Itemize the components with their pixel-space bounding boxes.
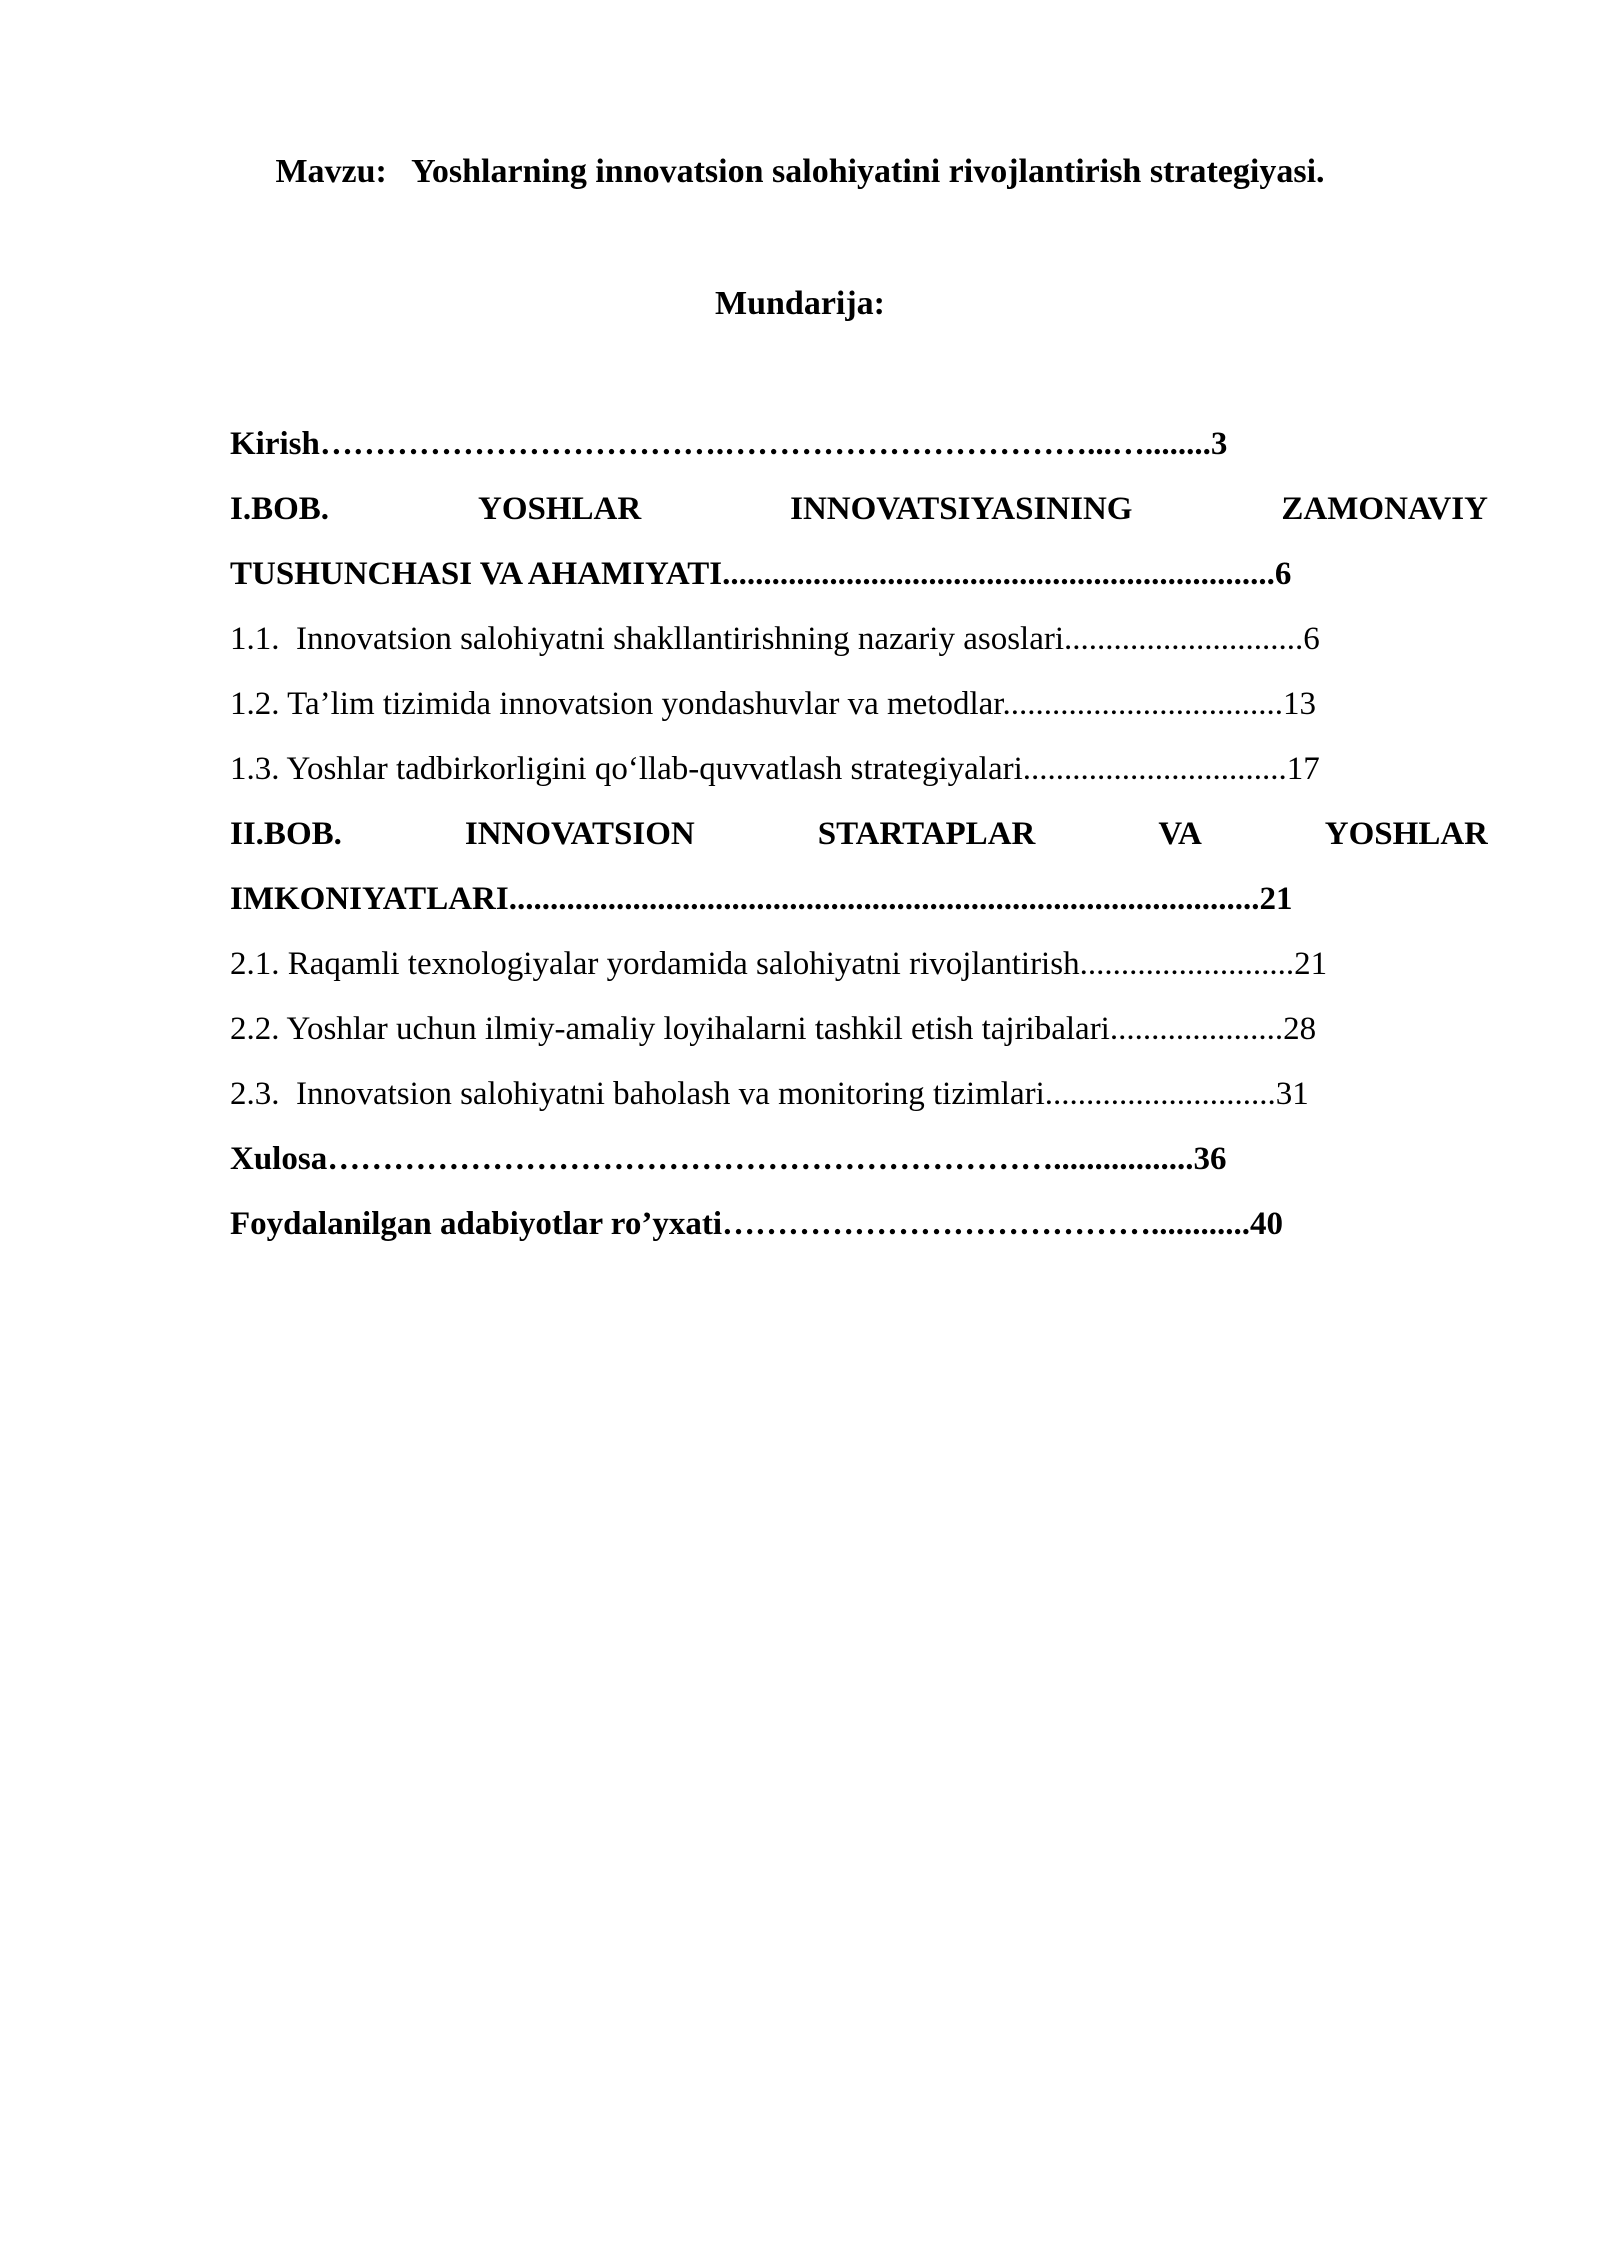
document-topic: Mavzu: Yoshlarning innovatsion salohiyatini rivojlantirish strategiyasi. <box>275 153 1325 190</box>
toc-section-2-1: 2.1. Raqamli texnologiyalar yordamida salohiyatni rivojlantirish..........................21 <box>230 946 1328 982</box>
toc-chapter-2-word: STARTAPLAR <box>817 816 1036 852</box>
toc-chapter-2-word: INNOVATSION <box>464 816 695 852</box>
toc-section-2-3: 2.3. Innovatsion salohiyatni baholash va monitoring tizimlari............................31 <box>230 1076 1309 1112</box>
toc-chapter-1-word: I.BOB. <box>230 491 330 527</box>
toc-title: Mundarija: <box>715 285 885 322</box>
toc-section-1-3: 1.3. Yoshlar tadbirkorligini qo‘llab-quvvatlash strategiyalari................................17 <box>230 751 1320 787</box>
toc-section-1-2: 1.2. Ta’lim tizimida innovatsion yondashuvlar va metodlar..................................13 <box>230 686 1316 722</box>
toc-section-1-1: 1.1. Innovatsion salohiyatni shakllantirishning nazariy asoslari.............................6 <box>230 621 1320 657</box>
toc-chapter-2-word: II.BOB. <box>230 816 342 852</box>
toc-chapter-1-word: INNOVATSIYASINING <box>790 491 1133 527</box>
toc-chapter-2-heading <box>230 802 1488 867</box>
toc-entry-xulosa: Xulosa………………………………………………………….................36 <box>230 1141 1227 1177</box>
toc-entry-adabiyotlar: Foydalanilgan adabiyotlar ro’yxati…………………………………............40 <box>230 1206 1284 1242</box>
toc-section-2-2: 2.2. Yoshlar uchun ilmiy-amaliy loyihalarni tashkil etish tajribalari.....................28 <box>230 1011 1317 1047</box>
toc-chapter-2-heading-cont: IMKONIYATLARI...........................................................................................21 <box>230 881 1293 917</box>
toc-chapter-2-word: YOSHLAR <box>1324 816 1488 852</box>
toc-chapter-1-heading <box>230 477 1488 542</box>
toc-chapter-1-heading-cont: TUSHUNCHASI VA AHAMIYATI...................................................................6 <box>230 556 1292 592</box>
toc-chapter-2-word: VA <box>1158 816 1202 852</box>
toc-chapter-1-word: ZAMONAVIY <box>1281 491 1488 527</box>
toc-entry-kirish: Kirish……………………………….……………………………...…........3 <box>230 426 1228 462</box>
table-of-contents <box>230 412 1488 1257</box>
toc-chapter-1-word: YOSHLAR <box>477 491 642 527</box>
